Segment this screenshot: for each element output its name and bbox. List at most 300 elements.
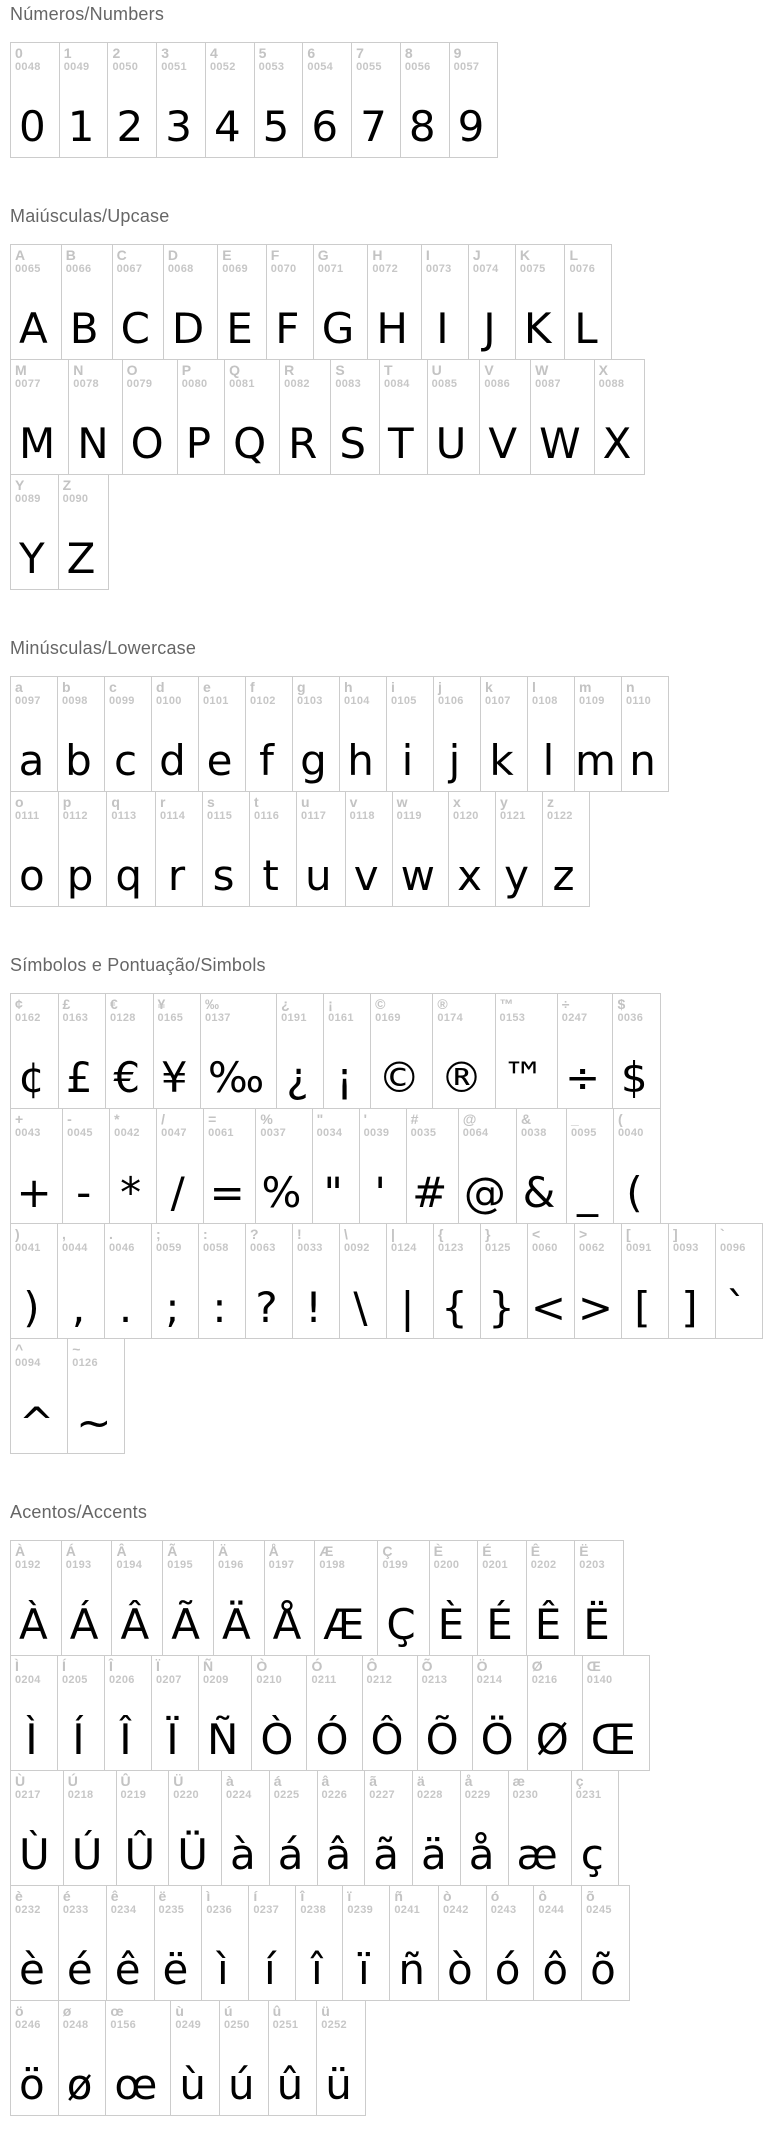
glyph-cell [339,676,387,792]
glyph-cell-header [297,680,330,707]
glyph-code: 0080 [181,378,208,391]
glyph-cell-header [405,46,440,73]
glyph-cell [61,1540,113,1656]
glyph-cell-header [311,1659,352,1686]
glyph-preview: ¥ [160,1053,188,1103]
glyph-reference-char: Ê [530,1543,541,1559]
glyph-reference-char: v [349,794,358,810]
glyph-reference-char: w [396,794,408,810]
glyph-code: 0050 [112,61,139,74]
glyph-preview: Ü [177,1830,208,1880]
glyph-code: 0243 [490,1904,517,1917]
glyph-cell [248,1885,296,2001]
glyph-preview: â [325,1830,352,1880]
glyph-reference-char: r [160,794,166,810]
glyph-cell [715,1223,763,1339]
glyph-reference-char: g [297,679,306,695]
glyph-code: 0116 [254,810,280,823]
glyph-cell [10,1770,64,1886]
glyph-preview: Œ [590,1715,636,1765]
glyph-preview: ê [114,1945,141,1995]
glyph-preview: Ä [221,1600,251,1650]
glyph-preview: u [305,851,332,901]
glyph-preview: c [113,736,138,786]
glyph-cell [59,42,109,158]
glyph-code: 0198 [319,1559,346,1572]
glyph-cell [264,1540,316,1656]
glyph-reference-char: © [375,996,386,1012]
glyph-cell [10,791,59,907]
glyph-preview: V [488,419,518,469]
glyph-cell [542,791,590,907]
glyph-code: 0051 [161,61,187,74]
glyph-reference-char: Ñ [203,1658,214,1674]
glyph-cell [421,244,469,360]
glyph-preview: / [170,1168,185,1218]
glyph-cell-header [482,1544,517,1571]
glyph-cell [668,1223,716,1339]
glyph-preview: ¿ [286,1053,309,1103]
glyph-reference-char: } [485,1226,491,1242]
glyph-code: 0205 [62,1674,88,1687]
glyph-code: 0194 [116,1559,143,1572]
glyph-preview: \ [353,1283,368,1333]
glyph-code: 0048 [15,61,41,74]
glyph-cell [151,1223,199,1339]
glyph-cell-header [443,1889,477,1916]
glyph-cell [566,1108,614,1224]
glyph-reference-char: H [372,247,383,263]
glyph-preview: Å [272,1600,302,1650]
glyph-reference-char: $ [617,996,626,1012]
glyph-cell-header [473,248,506,275]
glyph-cell [351,42,401,158]
glyph-code: 0098 [62,695,88,708]
glyph-code: 0249 [175,2019,202,2032]
glyph-preview: b [65,736,92,786]
glyph-cell-header [259,46,294,73]
glyph-preview: Ê [534,1600,562,1650]
glyph-reference-char: f [250,679,255,695]
glyph-cell-header [513,1774,562,1801]
glyph-cell-header [15,1544,52,1571]
glyph-cell-header [372,248,412,275]
glyph-cell [58,1885,107,2001]
glyph-cell-header [203,680,236,707]
glyph-code: 0042 [114,1127,140,1140]
glyph-cell [621,676,669,792]
glyph-reference-char: ¡ [328,996,333,1012]
glyph-cell-header [67,1112,100,1139]
glyph-reference-char: Z [62,477,72,493]
glyph-preview: ? [255,1283,278,1333]
glyph-cell-header [356,46,391,73]
glyph-cell-header [161,1112,194,1139]
glyph-code: 0241 [394,1904,421,1917]
glyph-reference-char: ¢ [15,996,23,1012]
glyph-reference-char: { [438,1226,444,1242]
glyph-reference-char: € [110,996,118,1012]
glyph-preview: % [261,1168,302,1218]
glyph-cell [58,474,110,590]
glyph-cell-header [203,1227,236,1254]
glyph-reference-char: N [73,362,84,378]
glyph-reference-char: 0 [15,45,23,61]
glyph-reference-char: Ó [311,1658,323,1674]
glyph-preview: } [488,1283,515,1333]
glyph-cell-header [109,1227,142,1254]
glyph-cell-header [15,795,49,822]
glyph-cell [312,1108,360,1224]
glyph-cell-header [617,997,651,1024]
glyph-cell-header [271,248,304,275]
glyph-code: 0062 [579,1242,605,1255]
glyph-preview: Ò [260,1715,294,1765]
glyph-preview: ( [626,1168,643,1218]
glyph-cell [68,359,122,475]
glyph-reference-char: j [438,679,442,695]
glyph-reference-char: S [335,362,345,378]
glyph-cell [574,1540,624,1656]
glyph-reference-char: < [532,1226,541,1242]
glyph-code: 0196 [217,1559,244,1572]
glyph-code: 0153 [499,1012,526,1025]
glyph-code: 0073 [425,263,452,276]
glyph-cell-header [453,795,486,822]
glyph-code: 0247 [561,1012,588,1025]
glyph-reference-char: ` [720,1226,725,1242]
glyph-cell [57,1223,105,1339]
glyph-preview: Ç [386,1600,416,1650]
glyph-section [10,955,747,1454]
glyph-reference-char: Ö [476,1658,488,1674]
glyph-cell [10,1338,68,1454]
glyph-code: 0123 [438,1242,464,1255]
glyph-cell-header [158,997,192,1024]
glyph-preview: * [120,1168,142,1218]
glyph-cell [449,42,499,158]
glyph-code: 0202 [530,1559,557,1572]
glyph-cell-header [301,795,336,822]
glyph-preview: i [401,736,414,786]
glyph-code: 0220 [173,1789,199,1802]
glyph-preview: © [378,1053,421,1103]
glyph-preview: Û [124,1830,156,1880]
glyph-code: 0058 [203,1242,229,1255]
glyph-cell [10,1540,62,1656]
glyph-cell [10,359,69,475]
glyph-row [10,1655,661,1771]
glyph-preview: å [468,1830,495,1880]
glyph-cell-header [391,1227,424,1254]
glyph-code: 0237 [253,1904,280,1917]
glyph-preview: t [262,851,279,901]
glyph-code: 0193 [65,1559,92,1572]
glyph-cell-header [15,680,48,707]
glyph-preview: ø [66,2060,93,2110]
glyph-reference-char: ÷ [561,996,570,1012]
glyph-preview: - [76,1168,92,1218]
glyph-reference-char: 6 [307,45,316,61]
character-map [10,4,747,2116]
glyph-reference-char: ã [369,1773,378,1789]
section-title: Minúsculas/Lowercase [10,638,197,658]
glyph-cell [557,993,614,1109]
glyph-code: 0084 [383,378,410,391]
glyph-code: 0060 [532,1242,558,1255]
glyph-row [10,1338,661,1454]
glyph-reference-char: : [203,1226,208,1242]
glyph-cell [58,791,108,907]
glyph-cell [249,791,297,907]
glyph-cell [377,1540,429,1656]
glyph-cell [406,1108,459,1224]
glyph-preview: o [19,851,45,901]
glyph-code: 0047 [161,1127,187,1140]
glyph-reference-char: _ [570,1111,579,1127]
glyph-code: 0120 [453,810,479,823]
glyph-preview: ú [228,2060,255,2110]
glyph-cell-header [110,2004,161,2031]
glyph-code: 0057 [453,61,480,74]
glyph-cell [313,244,369,360]
glyph-cell-header [15,997,49,1024]
glyph-cell [224,359,280,475]
glyph-preview: J [483,304,496,354]
glyph-cell-header [720,1227,753,1254]
glyph-cell [386,676,434,792]
glyph-reference-char: ó [490,1888,500,1904]
glyph-preview: 1 [67,102,95,152]
glyph-cell-header [417,1774,451,1801]
glyph-cell-header [66,248,103,275]
glyph-cell-header [422,1659,463,1686]
glyph-cell [163,244,218,360]
glyph-cell [10,244,62,360]
glyph-preview: î [311,1945,323,1995]
glyph-reference-char: ø [62,2003,72,2019]
glyph-cell-header [437,997,485,1024]
glyph-reference-char: . [109,1226,113,1242]
glyph-preview: = [209,1168,245,1218]
glyph-preview: | [400,1283,415,1333]
glyph-code: 0233 [62,1904,89,1917]
glyph-reference-char: ù [175,2003,184,2019]
glyph-code: 0075 [519,263,546,276]
glyph-code: 0045 [67,1127,93,1140]
glyph-cell-header [111,1889,145,1916]
glyph-code: 0209 [203,1674,229,1687]
glyph-code: 0230 [512,1789,539,1802]
glyph-code: 0044 [62,1242,88,1255]
glyph-cell [58,993,107,1109]
glyph-cell-header [15,1227,48,1254]
glyph-preview: T [387,419,414,469]
glyph-reference-char: l [532,679,536,695]
glyph-cell-header [562,997,604,1024]
glyph-code: 0165 [157,1012,184,1025]
glyph-preview: ' [374,1168,386,1218]
glyph-cell [107,42,157,158]
glyph-code: 0068 [167,263,194,276]
glyph-code: 0114 [160,810,186,823]
glyph-preview: Ö [480,1715,514,1765]
glyph-reference-char: M [15,362,27,378]
glyph-cell-header [369,1774,403,1801]
glyph-code: 0077 [15,378,41,391]
glyph-preview: _ [576,1168,598,1218]
glyph-preview: ó [494,1945,521,1995]
glyph-cell-header [15,363,59,390]
glyph-code: 0214 [476,1674,503,1687]
glyph-cell-header [121,1774,160,1801]
glyph-cell-header [382,1544,419,1571]
glyph-preview: ã [373,1830,399,1880]
glyph-cell-header [463,1112,507,1139]
glyph-code: 0128 [110,1012,136,1025]
glyph-reference-char: Ï [156,1658,160,1674]
glyph-preview: Q [233,419,267,469]
glyph-code: 0102 [250,695,276,708]
glyph-cell [151,1655,199,1771]
glyph-preview: + [16,1168,52,1218]
glyph-cell [432,993,495,1109]
glyph-preview: ) [23,1283,40,1333]
glyph-code: 0192 [15,1559,41,1572]
glyph-cell-header [599,363,636,390]
glyph-reference-char: O [126,362,138,378]
glyph-cell [317,1770,366,1886]
glyph-code: 0041 [15,1242,41,1255]
glyph-code: 0043 [15,1127,41,1140]
glyph-reference-char: h [344,679,353,695]
glyph-cell-header [62,680,95,707]
glyph-code: 0089 [15,493,41,506]
glyph-reference-char: à [226,1773,234,1789]
glyph-reference-char: ^ [15,1341,24,1357]
glyph-reference-char: & [520,1111,532,1127]
glyph-cell [379,359,428,475]
glyph-code: 0104 [344,695,370,708]
glyph-code: 0227 [369,1789,395,1802]
glyph-preview: { [441,1283,468,1333]
glyph-cell [154,1885,203,2001]
glyph-cell-header [15,1889,49,1916]
glyph-cell [330,359,380,475]
glyph-reference-char: Y [15,477,25,493]
glyph-reference-char: ® [437,996,448,1012]
glyph-code: 0105 [391,695,417,708]
glyph-reference-char: Ô [366,1658,378,1674]
glyph-preview: ì [217,1945,229,1995]
glyph-code: 0111 [15,810,40,823]
glyph-preview: @ [463,1168,506,1218]
glyph-cell [400,42,450,158]
glyph-reference-char: Ã [167,1543,178,1559]
glyph-row [10,1540,661,1656]
glyph-cell-header [673,1227,706,1254]
glyph-reference-char: G [317,247,329,263]
glyph-preview: ~ [76,1398,112,1448]
glyph-code: 0059 [156,1242,182,1255]
glyph-code: 0251 [272,2019,299,2032]
glyph-reference-char: s [207,794,215,810]
glyph-reference-char: x [453,794,461,810]
glyph-cell [621,1223,669,1339]
glyph-row [10,244,661,360]
glyph-code: 0217 [15,1789,41,1802]
glyph-preview: û [276,2060,304,2110]
glyph-cell-header [367,1659,408,1686]
glyph-cell-header [485,680,518,707]
glyph-reference-char: L [569,247,579,263]
glyph-cell [527,1223,575,1339]
glyph-preview: ë [162,1945,189,1995]
glyph-reference-char: ¿ [281,996,290,1012]
glyph-preview: a [18,736,45,786]
glyph-cell-header [15,1659,48,1686]
glyph-code: 0228 [417,1789,443,1802]
glyph-preview: [ [634,1283,651,1333]
glyph-preview: A [19,304,48,354]
glyph-code: 0086 [484,378,511,391]
glyph-cell [296,791,346,907]
glyph-reference-char: U [431,362,442,378]
glyph-preview: è [19,1945,45,1995]
glyph-code: 0226 [321,1789,348,1802]
glyph-cell-header [491,1889,525,1916]
glyph-cell [205,42,255,158]
glyph-preview: n [629,736,656,786]
glyph-cell-header [63,478,100,505]
glyph-cell-header [532,1227,565,1254]
glyph-preview: # [412,1168,448,1218]
glyph-reference-char: Å [268,1543,279,1559]
glyph-cell-header [260,1112,302,1139]
glyph-preview: Ó [315,1715,349,1765]
glyph-preview: € [113,1053,141,1103]
glyph-cell-header [63,997,97,1024]
glyph-preview: Ã [171,1600,200,1650]
glyph-reference-char: K [519,247,531,263]
glyph-cell [269,1770,318,1886]
glyph-cell-header [256,1659,297,1686]
glyph-cell-header [210,46,245,73]
glyph-cell-header [297,1227,330,1254]
glyph-code: 0078 [73,378,99,391]
glyph-code: 0236 [206,1904,233,1917]
glyph-cell-header [250,1227,283,1254]
glyph-reference-char: B [65,247,76,263]
glyph-cell [480,676,528,792]
glyph-code: 0106 [438,695,464,708]
glyph-cell [495,993,558,1109]
glyph-reference-char: ( [617,1111,623,1127]
glyph-cell [323,993,371,1109]
glyph-cell-header [173,1774,212,1801]
glyph-reference-char: é [62,1888,71,1904]
glyph-reference-char: ‰ [205,996,219,1012]
glyph-reference-char: Í [62,1658,66,1674]
glyph-cell-header [15,1342,58,1369]
glyph-cell-header [586,1889,620,1916]
glyph-cell [10,1223,58,1339]
glyph-code: 0115 [207,810,233,823]
glyph-code: 0037 [260,1127,286,1140]
glyph-code: 0065 [15,263,41,276]
glyph-code: 0074 [472,263,499,276]
glyph-cell [155,791,203,907]
